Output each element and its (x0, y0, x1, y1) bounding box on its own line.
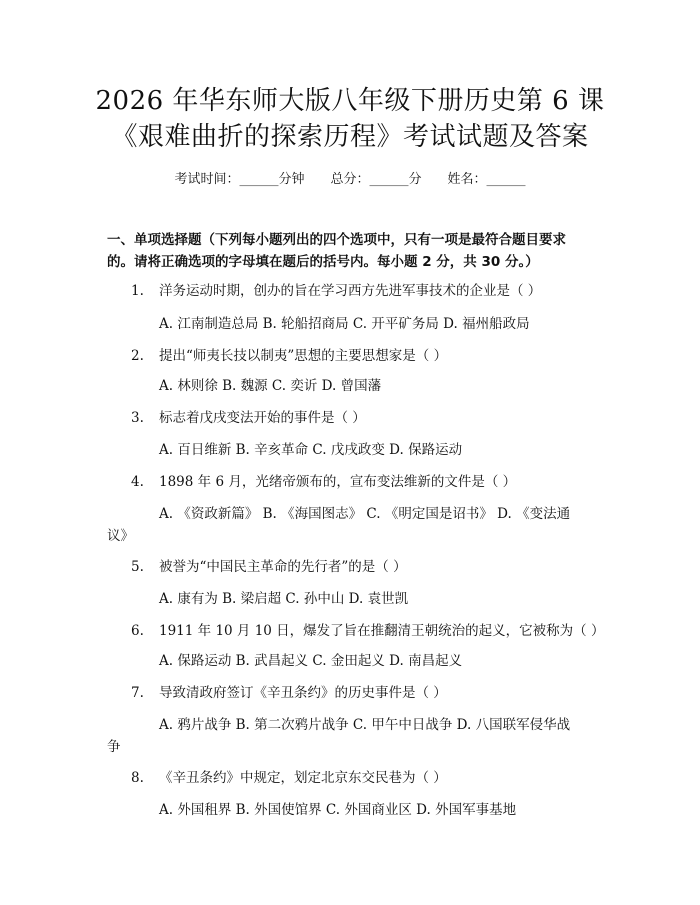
question-1-options: A. 江南制造总局 B. 轮船招商局 C. 开平矿务局 D. 福州船政局 (159, 316, 530, 332)
exam-time: 考试时间：______分钟 (174, 172, 305, 187)
question-text: 洋务运动时期，创办的旨在学习西方先进军事技术的企业是（ ） (159, 283, 542, 299)
question-1 (131, 281, 541, 301)
question-number: 1. (131, 283, 144, 299)
question-8-options: A. 外国租界 B. 外国使馆界 C. 外国商业区 D. 外国军事基地 (159, 802, 517, 818)
question-text: 《辛丑条约》中规定，划定北京东交民巷为（ ） (159, 770, 447, 786)
question-4-options: A. 《资政新篇》 B. 《海国图志》 C. 《明定国是诏书》 D. 《变法通 (159, 506, 571, 522)
question-text: 被誉为“中国民主革命的先行者”的是（ ） (159, 559, 407, 575)
question-number: 4. (131, 474, 144, 490)
question-2-options: A. 林则徐 B. 魏源 C. 奕䜣 D. 曾国藩 (159, 378, 382, 394)
title-line-1: 2026 年华东师大版八年级下册历史第 6 课 (95, 86, 605, 116)
question-2 (131, 346, 447, 366)
title-line-2: 《艰难曲折的探索历程》考试试题及答案 (111, 122, 589, 152)
exam-score: 总分：______分 (330, 172, 422, 187)
question-text: 导致清政府签订《辛丑条约》的历史事件是（ ） (159, 685, 447, 701)
question-4 (131, 472, 516, 492)
question-4-options-continued: 议》 (107, 528, 134, 544)
question-number: 8. (131, 770, 144, 786)
question-5-options: A. 康有为 B. 梁启超 C. 孙中山 D. 袁世凯 (159, 591, 409, 607)
question-3 (131, 408, 366, 428)
student-name-field: 姓名：______ (447, 172, 526, 187)
question-text: 标志着戊戌变法开始的事件是（ ） (159, 410, 366, 426)
question-7-options: A. 鸦片战争 B. 第二次鸦片战争 C. 甲午中日战争 D. 八国联军侵华战 (159, 717, 571, 733)
section-heading-line-1: 一、单项选择题（下列每小题列出的四个选项中，只有一项是最符合题目要求 (107, 232, 566, 248)
question-number: 5. (131, 559, 144, 575)
question-6-options: A. 保路运动 B. 武昌起义 C. 金田起义 D. 南昌起义 (159, 653, 463, 669)
question-text: 1898 年 6 月，光绪帝颁布的，宣布变法维新的文件是（ ） (159, 474, 517, 490)
section-heading-line-2: 的。请将正确选项的字母填在题后的括号内。每小题 2 分，共 30 分。） (107, 254, 539, 270)
question-number: 6. (131, 623, 144, 639)
question-number: 3. (131, 410, 144, 426)
question-number: 2. (131, 348, 144, 364)
question-6 (131, 621, 604, 641)
question-3-options: A. 百日维新 B. 辛亥革命 C. 戊戌政变 D. 保路运动 (159, 442, 463, 458)
question-text: 提出“师夷长技以制夷”思想的主要思想家是（ ） (159, 348, 448, 364)
question-5 (131, 557, 407, 577)
exam-info (0, 171, 700, 189)
question-8 (131, 768, 447, 788)
question-7-options-continued: 争 (107, 739, 121, 755)
question-number: 7. (131, 685, 144, 701)
question-7 (131, 683, 447, 703)
question-text: 1911 年 10 月 10 日，爆发了旨在推翻清王朝统治的起义，它被称为（ ） (159, 623, 605, 639)
